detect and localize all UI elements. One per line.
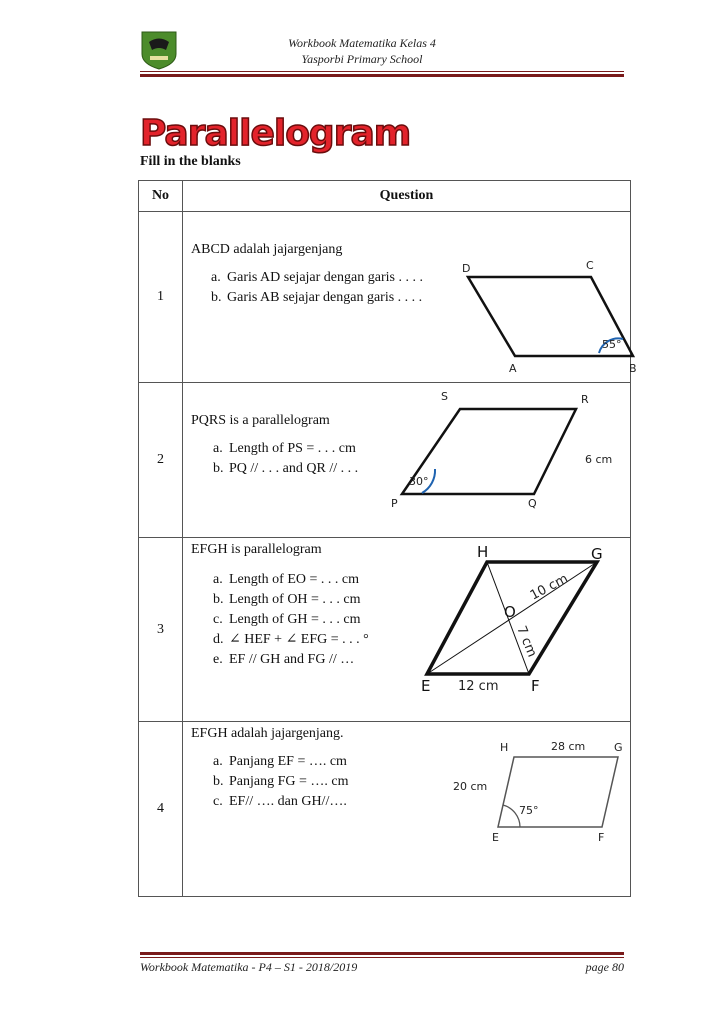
list-item: d. ∠ HEF + ∠ EFG = . . . ° (213, 632, 369, 647)
page-number: page 80 (585, 960, 624, 974)
table-row (139, 722, 631, 897)
row-number: 2 (139, 383, 183, 538)
vertex-label-b: B (629, 362, 637, 375)
footer-left: Workbook Matematika - P4 – S1 - 2018/2019 (140, 960, 358, 974)
table-header-row (139, 181, 631, 212)
question-intro: ABCD adalah jajargenjang (191, 242, 343, 257)
question-cell (183, 383, 631, 538)
angle-label: 55° (602, 338, 622, 351)
column-header-question: Question (183, 181, 631, 212)
footer-rule-thin (140, 957, 624, 958)
vertex-label-e: E (492, 831, 499, 844)
list-item: c. EF// …. dan GH//…. (213, 794, 347, 809)
left-length-label: 20 cm (453, 780, 488, 793)
question-cell (183, 212, 637, 383)
row-number: 3 (139, 538, 183, 722)
vertex-label-r: R (581, 393, 589, 406)
vertex-label-c: C (586, 259, 594, 272)
base-label: 12 cm (458, 679, 499, 694)
vertex-label-f: F (531, 677, 540, 695)
column-header-no: No (139, 181, 183, 212)
question-intro: EFGH adalah jajargenjang. (191, 726, 344, 741)
footer-rule-thick (140, 952, 624, 955)
footer (140, 960, 624, 975)
header-school: Yasporbi Primary School (301, 52, 423, 66)
vertex-label-s: S (441, 390, 448, 403)
parallelogram-efgh-figure (413, 538, 633, 718)
vertex-label-h: H (500, 741, 509, 754)
parallelogram-efgh-lengths-figure (448, 732, 648, 872)
list-item: a. Length of EO = . . . cm (213, 572, 359, 587)
center-label-o: O (504, 603, 516, 621)
row-number: 4 (139, 722, 183, 897)
parallelogram-abcd-figure (423, 222, 637, 375)
vertex-label-g: G (591, 545, 603, 563)
list-item: e. EF // GH and FG // … (213, 652, 355, 667)
diagonal-label: 10 cm (527, 571, 571, 604)
vertex-label-f: F (598, 831, 605, 844)
vertex-label-p: P (391, 497, 398, 510)
list-item: b. Length of OH = . . . cm (213, 592, 361, 607)
angle-label: 75° (519, 804, 539, 817)
table-row (139, 383, 631, 538)
vertex-label-a: A (509, 362, 517, 375)
question-cell (183, 538, 631, 722)
row-number: 1 (139, 212, 183, 383)
angle-label: 30° (409, 475, 429, 488)
side-length-label: 6 cm (585, 453, 613, 466)
top-length-label: 28 cm (551, 740, 586, 753)
list-item: b. Panjang FG = …. cm (213, 774, 349, 789)
question-cell (183, 722, 631, 897)
header-rule-thin (140, 71, 624, 72)
list-item: b. Garis AB sejajar dengan garis . . . . (211, 290, 423, 305)
header-rule-thick (140, 74, 624, 77)
page-title: Parallelogram (140, 113, 411, 154)
vertex-label-d: D (462, 262, 471, 275)
table-row (139, 212, 631, 383)
table-row (139, 538, 631, 722)
question-table (138, 180, 637, 897)
vertex-label-h: H (477, 543, 489, 561)
vertex-label-g: G (614, 741, 623, 754)
question-intro: PQRS is a parallelogram (191, 413, 330, 428)
header-title: Workbook Matematika Kelas 4 (288, 36, 436, 50)
list-item: c. Length of GH = . . . cm (213, 612, 361, 627)
vertex-label-q: Q (528, 497, 537, 510)
vertex-label-e: E (421, 677, 431, 695)
question-intro: EFGH is parallelogram (191, 542, 322, 557)
list-item: a. Length of PS = . . . cm (213, 441, 356, 456)
half-diagonal-label: 7 cm (513, 623, 540, 660)
list-item: a. Panjang EF = …. cm (213, 754, 347, 769)
list-item: b. PQ // . . . and QR // . . . (213, 461, 359, 476)
parallelogram-pqrs-figure (388, 383, 618, 533)
instruction: Fill in the blanks (140, 154, 241, 169)
list-item: a. Garis AD sejajar dengan garis . . . . (211, 270, 423, 285)
